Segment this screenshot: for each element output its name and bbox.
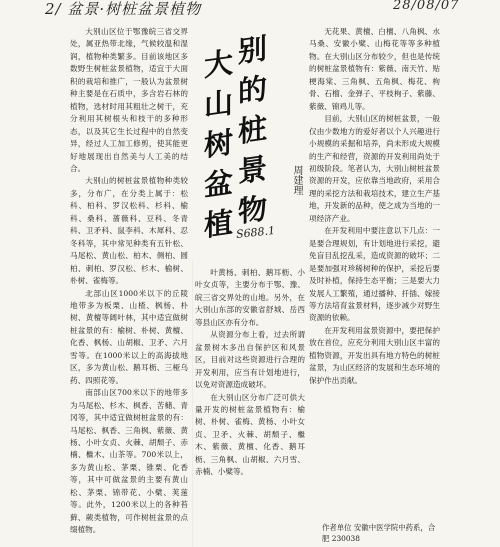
paragraph: 在开发利用盆景资源中，要把保护放在首位，应充分利用大别山区丰富的植物资源，开发出具有地方特色的树桩盆景，为山区经济的发展和生态环境的保护作出贡献。 [309, 325, 440, 385]
paragraph: 叶黄杨、刺柏、鹅耳枥、小叶女贞等，主要分布于鄂、豫、皖三省交界处的山地。另外，在大别山东部的安徽省舒城、岳西等县山区亦有分布。 [195, 268, 305, 327]
paragraph: 南部山区700米以下的地带多为马尾松、杉木、枫香、苦槠、青冈等，其中适宜做树桩盆景的有：马尾松、枫香、三角枫、紫薇、黄杨、小叶女贞、火棘、胡颓子、赤楠、檵木、山茶等。700米以上，多为黄山松、茅栗、锥栗、化香等，其中可做盆景的主要有黄山松、茅栗、锦带花、小檗、荚蒾等。此外，1200米以上的各种苔藓、蕨类植物，可作树桩盆景的点缀植物。 [70, 388, 188, 535]
column-divider [192, 260, 193, 547]
handwritten-note: 2/ 盆景·树桩盆景植物 [45, 0, 202, 18]
title-char: 植 [204, 204, 234, 244]
paragraph: 目前，大别山区的树桩盆景，一般仅由少数地方的爱好者以个人兴趣进行小规模的采掘和培养，尚未形成大规模的生产和经营，资源的开发利用尚处于初级阶段。笔者认为，大别山树桩盆景资源的开发，应依靠当地政府，采用合理的采挖方法和栽培技术，建立生产基地，开发新的品种，使之成为当地的一项经济产业。 [309, 114, 440, 223]
title-char: 别 [238, 30, 268, 70]
classification-stamp: S688.1 [235, 223, 276, 242]
paragraph: 在大别山区分布广泛可供大量开发的树桩盆景植物有：榆树、朴树、雀梅、黄杨、小叶女贞、卫矛、火棘、胡颓子、檵木、紫薇、黄檀、化香、鹅耳枥、三角枫、山胡椒、六月雪、赤楠、小檗等。 [195, 392, 305, 477]
article-title [198, 30, 290, 244]
paragraph: 无花果、黄檀、白檀、八角枫、水马桑、安徽小檗、山梅花等等多种植物。在大别山区分布较少，但也是传统的树桩盆景植物有：紫薇、南天竹、贴梗海棠、三角枫、五角枫、梅花、枸骨、石榴、金弹子、平枝栒子、紫藤、紫薇、锦鸡儿等。 [309, 27, 440, 111]
title-char: 大 [204, 44, 234, 84]
article-column-middle [195, 267, 305, 544]
handwritten-date: 28/08/07 [393, 0, 460, 13]
title-char: 桩 [238, 110, 268, 150]
title-char: 的 [238, 70, 268, 110]
title-char: 盆 [204, 164, 234, 204]
paragraph: 大别山区位于鄂豫皖三省交界处，属亚热带北缘，气候较温和湿润，植物种类繁多。目前该地区多数野生树桩盆景植物，适宜于大面积的栽培和推广，一般认为盆景树种主要是在石质中，多含岩石林的植物，选材时用其粗壮之树干，充分利用其树根头和枝干的多种形态，以及其它生长过程中的自然变异，经过人工加工修剪，使其能更好地展现出自然美与人工美的结合。 [70, 27, 188, 173]
title-char: 物 [238, 190, 268, 230]
paragraph: 北部山区1000米以下的丘陵地带多为板栗、山楂、枫杨、朴树、黄檀等阔叶林，其中适宜做树桩盆景的有：榆树、朴树、黄檀、化香、枫杨、山胡椒、卫矛、六月雪等。在1000米以上的高海拔地区，多为黄山松、鹅耳枥、三桠乌药、四照花等。 [70, 288, 188, 385]
title-char: 山 [204, 84, 234, 124]
article-column-left [70, 26, 188, 544]
author-affiliation: 作者单位 安徽中医学院中药系，合肥 230038 [322, 523, 436, 543]
title-char: 树 [204, 124, 234, 164]
author-name: 周建理 [291, 165, 302, 195]
paragraph: 从资源分布上看，过去所谓盆景树木多出自保护区和风景区，目前对这些资源进行合理的开发利用，应当有计划地进行，以免对资源造成破坏。 [195, 330, 305, 390]
article-column-right [309, 26, 440, 544]
title-char: 景 [238, 150, 268, 190]
paragraph: 大别山的树桩盆景植物种类较多，分布广，在分类上属于：松科、柏科、罗汉松科、杉科、榆科、桑科、蔷薇科、豆科、冬青科、卫矛科、鼠李科、木犀科、忍冬科等，其中常见种类有五针松、马尾松、黄山松、柏木、侧柏、圆柏、刺柏、罗汉松、杉木、榆树、朴树、雀梅等。 [70, 176, 188, 286]
paragraph: 在开发利用中要注意以下几点：一是要合理规划，有计划地进行采挖，避免盲目乱挖乱采，造成资源的破坏；二是要加强对珍稀树种的保护，采挖后要及时补植，保持生态平衡；三是要大力发展人工繁殖，通过播种、扦插、嫁接等方法培育盆景材料，逐步减少对野生资源的依赖。 [309, 226, 440, 323]
